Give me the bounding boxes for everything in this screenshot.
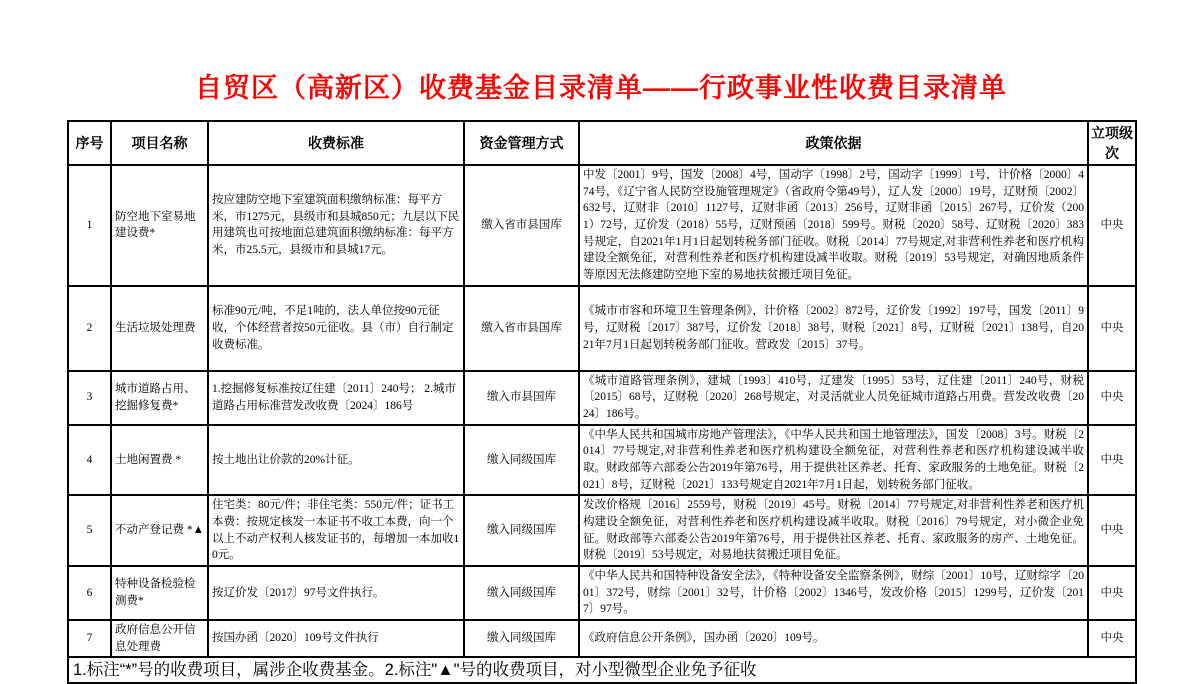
cell-row-number: 5 [68,495,111,566]
cell-row-number: 3 [68,371,111,425]
cell-level: 中央 [1088,371,1136,425]
cell-level: 中央 [1088,425,1136,496]
cell-level: 中央 [1088,165,1136,286]
cell-fund-management: 缴入同级国库 [464,620,579,657]
cell-project-name: 土地闲置费 * [111,425,208,496]
cell-project-name: 不动产登记费 *▲ [111,495,208,566]
cell-row-number: 1 [68,165,111,286]
cell-row-number: 7 [68,620,111,657]
cell-policy-basis: 《中华人民共和国城市房地产管理法》，《中华人民共和国土地管理法》，国发〔2008〕3号。财税〔2014〕77号规定,对非营利性养老和医疗机构建设全额免征，对营利性养老和医疗机构建设减半收取。财政部等六部委公告2019年第76号，用于提供社区养老、托育、家政服务的土地免征。财税〔2021〕8号，辽财税〔2021〕133号规定自2021年7月1日起，划转税务部门征收。 [579,425,1088,496]
cell-fund-management: 缴入同级国库 [464,566,579,620]
cell-row-number: 2 [68,286,111,371]
cell-fund-management: 缴入市县国库 [464,371,579,425]
table-row [68,566,1136,620]
cell-level: 中央 [1088,495,1136,566]
cell-level: 中央 [1088,286,1136,371]
footnote-row [68,657,1136,683]
cell-fee-standard: 按辽价发〔2017〕97号文件执行。 [208,566,464,620]
cell-project-name: 特种设备检验检测费* [111,566,208,620]
cell-fee-standard: 1.挖掘修复标准按辽住建〔2011〕240号； 2.城市道路占用标准营发改收费〔2024〕186号 [208,371,464,425]
cell-project-name: 生活垃圾处理费 [111,286,208,371]
cell-row-number: 6 [68,566,111,620]
table-row [68,165,1136,286]
col-header-level: 立项级次 [1088,121,1136,165]
fee-table [67,120,1137,684]
col-header-fee-standard: 收费标准 [208,121,464,165]
table-row [68,425,1136,496]
footnote: 1.标注“*”号的收费项目，属涉企收费基金。2.标注"▲"号的收费项目，对小型微型企业免予征收 [68,657,1136,683]
cell-fee-standard: 住宅类：80元/件；非住宅类：550元/件；证书工本费：按规定核发一本证书不收工本费，向一个以上不动产权利人核发证书的，每增加一本加收10元。 [208,495,464,566]
cell-fund-management: 缴入省市县国库 [464,286,579,371]
cell-row-number: 4 [68,425,111,496]
col-header-project-name: 项目名称 [111,121,208,165]
cell-fee-standard: 按土地出让价款的20%计征。 [208,425,464,496]
cell-policy-basis: 《政府信息公开条例》，国办函〔2020〕109号。 [579,620,1088,657]
cell-project-name: 政府信息公开信息处理费 [111,620,208,657]
table-row [68,620,1136,657]
col-header-fund-management: 资金管理方式 [464,121,579,165]
cell-policy-basis: 中发〔2001〕9号，国发〔2008〕4号，国动字〔1998〕2号，国动字〔1999〕1号，计价格〔2000〕474号，《辽宁省人民防空设施管理规定》（省政府令第49号），辽人发〔2000〕19号，辽财预〔2002〕632号，辽财非〔2010〕1127号，辽财非函〔2013〕256号，辽财非函〔2015〕267号，辽价发（2001）72号，辽价发（2018）55号，辽财预函〔2018〕599号。财税〔2020〕58号、辽财税〔2020〕383号规定，自2021年1月1日起划转税务部门征收。财税〔2014〕77号规定,对非营利性养老和医疗机构建设全额免征，对营利性养老和医疗机构建设减半收取。财税〔2019〕53号规定，对确因地质条件等原因无法修建防空地下室的易地扶贫搬迁项目免征。 [579,165,1088,286]
page-title: 自贸区（高新区）收费基金目录清单——行政事业性收费目录清单 [195,73,1007,103]
table-row [68,371,1136,425]
cell-policy-basis: 《中华人民共和国特种设备安全法》，《特种设备安全监察条例》，财综〔2001〕10号，辽财综字〔2001〕372号，财综〔2001〕32号，计价格〔2002〕1346号，发改价格〔2015〕1299号，辽价发〔2017〕97号。 [579,566,1088,620]
cell-project-name: 城市道路占用、挖掘修复费* [111,371,208,425]
header-row [68,121,1136,165]
fee-table-body [68,165,1136,657]
col-header-policy-basis: 政策依据 [579,121,1088,165]
cell-fund-management: 缴入同级国库 [464,425,579,496]
cell-policy-basis: 发改价格规〔2016〕2559号，财税〔2019〕45号。财税〔2014〕77号规定,对非营利性养老和医疗机构建设全额免征，对营利性养老和医疗机构建设减半收取。财税〔2016〕79号规定，对小微企业免征。财政部等六部委公告2019年第76号，用于提供社区养老、托育、家政服务的房产、土地免征。 财税〔2019〕53号规定，对易地扶贫搬迁项目免征。 [579,495,1088,566]
cell-policy-basis: 《城市市容和环境卫生管理条例》，计价格〔2002〕872号，辽价发〔1992〕197号，国发〔2011〕9号，辽财税〔2017〕387号，辽价发〔2018〕38号，财税〔2021〕8号，辽财税〔2021〕138号，自2021年7月1日起划转税务部门征收。营政发〔2015〕37号。 [579,286,1088,371]
cell-project-name: 防空地下室易地建设费* [111,165,208,286]
table-row [68,286,1136,371]
table-row [68,495,1136,566]
col-header-no: 序号 [68,121,111,165]
cell-fund-management: 缴入同级国库 [464,495,579,566]
cell-level: 中央 [1088,566,1136,620]
cell-fee-standard: 按应建防空地下室建筑面积缴纳标准：每平方米，市1275元，县级市和县城850元；九层以下民用建筑也可按地面总建筑面积缴纳标准：每平方米，市25.5元，县级市和县城17元。 [208,165,464,286]
cell-fee-standard: 按国办函〔2020〕109号文件执行 [208,620,464,657]
cell-fee-standard: 标准90元/吨，不足1吨的，法人单位按90元征收，个体经营者按50元征收。县（市）自行制定收费标准。 [208,286,464,371]
cell-level: 中央 [1088,620,1136,657]
cell-fund-management: 缴入省市县国库 [464,165,579,286]
cell-policy-basis: 《城市道路管理条例》，建城〔1993〕410号，辽建发〔1995〕53号，辽住建〔2011〕240号，财税〔2015〕68号，辽财税〔2020〕268号规定，对灵活就业人员免征城市道路占用费。营发改收费〔2024〕186号。 [579,371,1088,425]
